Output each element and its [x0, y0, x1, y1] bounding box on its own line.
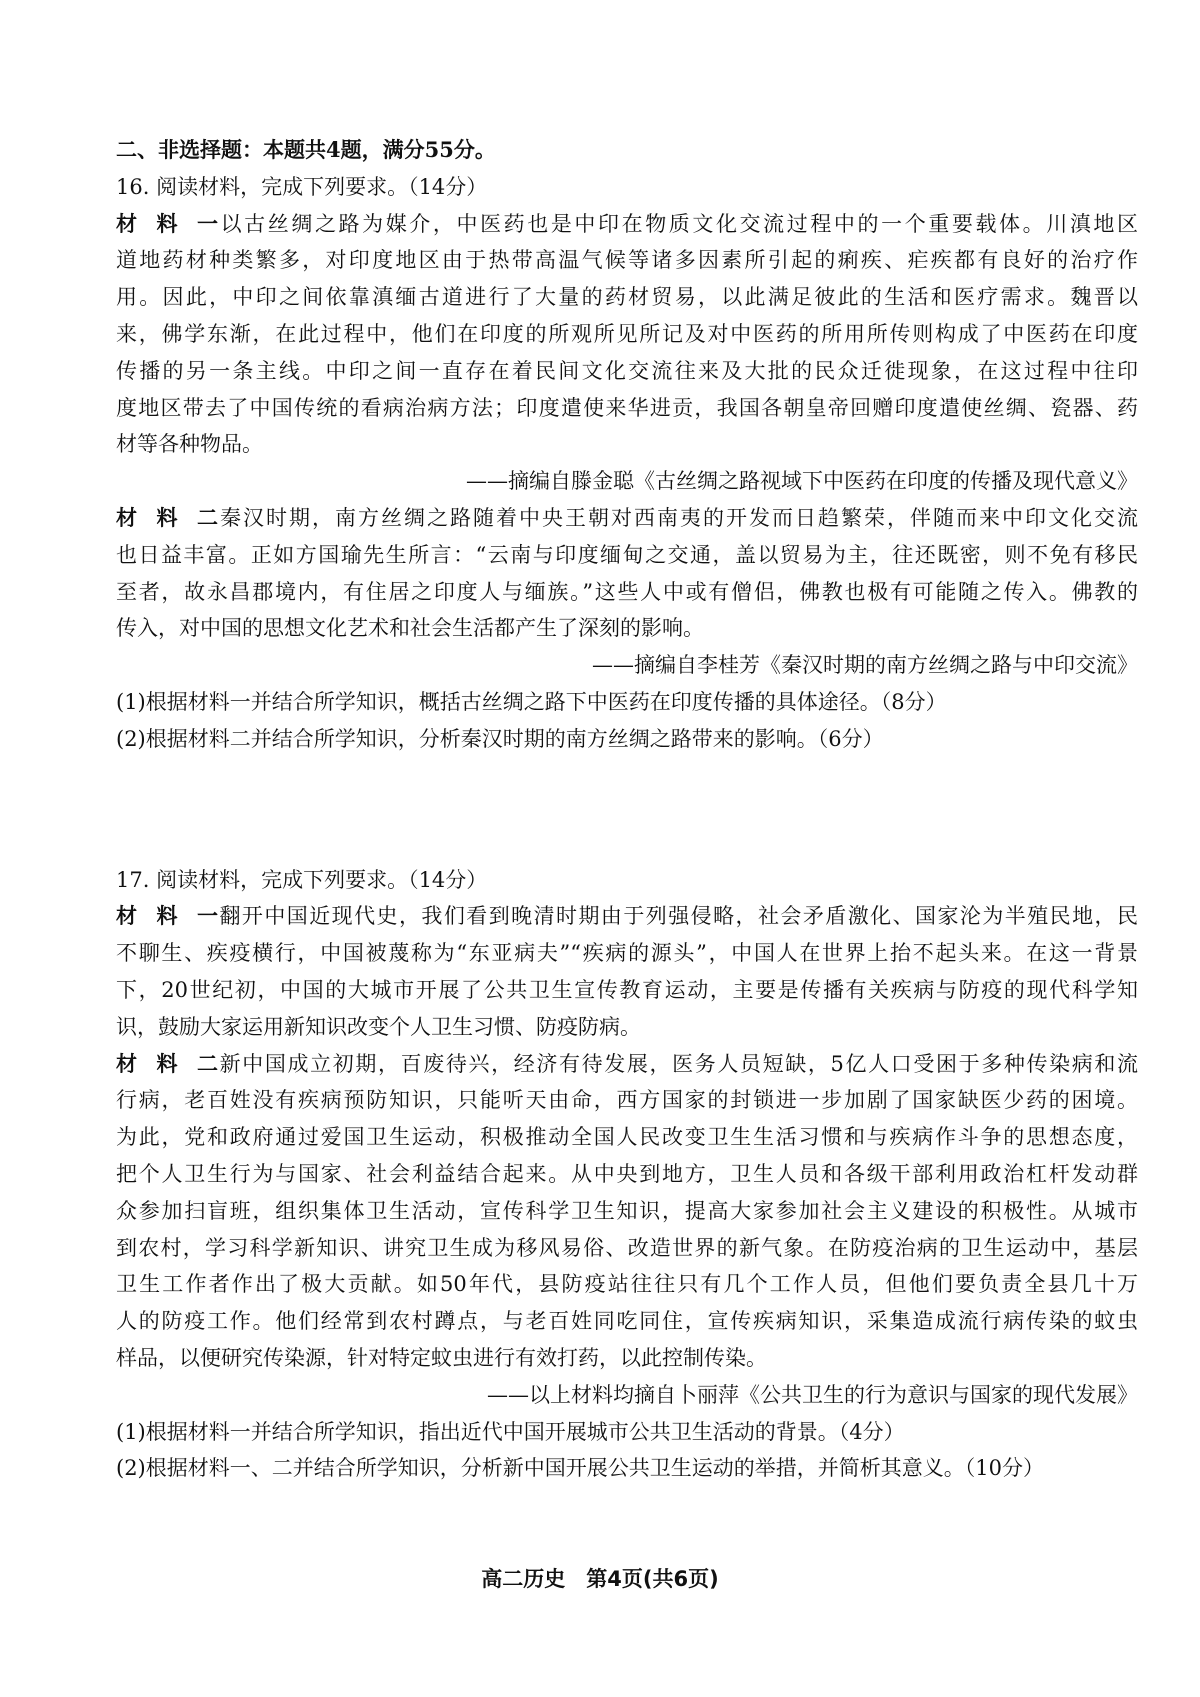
answer-space	[116, 758, 1138, 862]
q16-material-1-line-2: 道地药材种类繁多，对印度地区由于热带高温气候等诸多因素所引起的痢疾、疟疾都有良好的治疗作	[116, 248, 1138, 273]
q17-material-2-line-1: 材料二新中国成立初期，百废待兴，经济有待发展，医务人员短缺，5亿人口受困于多种传染病和流	[116, 1046, 1138, 1083]
q16-material-1-line-6: 度地区带去了中国传统的看病治病方法；印度遣使来华进贡，我国各朝皇帝回赠印度遣使丝绸、瓷器、药	[116, 395, 1138, 420]
q17-material-2-line-7: 卫生工作者作出了极大贡献。如50年代，县防疫站往往只有几个工作人员，但他们要负责全县几十万	[116, 1272, 1138, 1297]
q17-prompt: 17. 阅读材料，完成下列要求。（14分）	[116, 867, 488, 892]
q17-material-2-line-4: 把个人卫生行为与国家、社会利益结合起来。从中央到地方，卫生人员和各级干部利用政治杠杆发动群	[116, 1161, 1138, 1186]
q16-material-1-line-5: 传播的另一条主线。中印之间一直存在着民间文化交流往来及大批的民众迁徙现象，在这过程中往印	[116, 358, 1138, 383]
q16-material-1-line-3: 用。因此，中印之间依靠滇缅古道进行了大量的药材贸易，以此满足彼此的生活和医疗需求。魏晋以	[116, 285, 1138, 310]
page-content	[116, 132, 1138, 1487]
q16-material-1-line-1: 材料一以古丝绸之路为媒介，中医药也是中印在物质文化交流过程中的一个重要载体。川滇地区	[116, 206, 1138, 243]
q16-requirement-1: (1)根据材料一并结合所学知识，概括古丝绸之路下中医药在印度传播的具体途径。（8分）	[116, 689, 947, 714]
q17-material-1-line-2: 不聊生、疾疫横行，中国被蔑称为“东亚病夫”“疾病的源头”，中国人在世界上抬不起头来。在这一背景	[116, 941, 1138, 966]
q16-material-2-source: ——摘编自李桂芳《秦汉时期的南方丝绸之路与中印交流》	[592, 653, 1138, 678]
q16-material-1-line-4: 来，佛学东渐，在此过程中，他们在印度的所观所见所记及对中医药的所用所传则构成了中医药在印度	[116, 321, 1138, 346]
q17-material-1-line-1: 材料一翻开中国近现代史，我们看到晚清时期由于列强侵略，社会矛盾激化、国家沦为半殖民地，民	[116, 898, 1138, 935]
q16-prompt: 16. 阅读材料，完成下列要求。（14分）	[116, 174, 488, 199]
q17-material-1-label: 材料一	[116, 903, 218, 929]
q17-material-2-line-2: 行病，老百姓没有疾病预防知识，只能听天由命，西方国家的封锁进一步加剧了国家缺医少药的困境。	[116, 1088, 1138, 1113]
q17-material-2-line-5: 众参加扫盲班，组织集体卫生活动，宣传科学卫生知识，提高大家参加社会主义建设的积极性。从城市	[116, 1198, 1138, 1223]
q17-material-2-source: ——以上材料均摘自卜丽萍《公共卫生的行为意识与国家的现代发展》	[487, 1382, 1138, 1407]
q16-material-2-line-2: 也日益丰富。正如方国瑜先生所言：“云南与印度缅甸之交通，盖以贸易为主，往还既密，则不免有移民	[116, 542, 1138, 567]
q16-requirement-2: (2)根据材料二并结合所学知识，分析秦汉时期的南方丝绸之路带来的影响。（6分）	[116, 726, 884, 751]
q16-material-1-line-7: 材等各种物品。	[116, 432, 263, 457]
q17-requirement-2: (2)根据材料一、二并结合所学知识，分析新中国开展公共卫生运动的举措，并简析其意义。（10分）	[116, 1456, 1044, 1481]
section-heading: 二、非选择题：本题共4题，满分55分。	[116, 137, 496, 162]
q17-material-2-line-8: 人的防疫工作。他们经常到农村蹲点，与老百姓同吃同住，宣传疾病知识，采集造成流行病传染的蚊虫	[116, 1309, 1138, 1334]
q17-material-1-line-4: 识，鼓励大家运用新知识改变个人卫生习惯、防疫防病。	[116, 1014, 641, 1039]
q17-material-2-line-6: 到农村，学习科学新知识、讲究卫生成为移风易俗、改造世界的新气象。在防疫治病的卫生运动中，基层	[116, 1235, 1138, 1260]
q17-material-1-line-3: 下，20世纪初，中国的大城市开展了公共卫生宣传教育运动，主要是传播有关疾病与防疫的现代科学知	[116, 977, 1138, 1002]
q16-material-2-line-3: 至者，故永昌郡境内，有住居之印度人与缅族。”这些人中或有僧侣，佛教也极有可能随之传入。佛教的	[116, 579, 1138, 604]
q16-material-1-source: ——摘编自滕金聪《古丝绸之路视域下中医药在印度的传播及现代意义》	[466, 469, 1138, 494]
q17-material-2-line-9: 样品，以便研究传染源，针对特定蚊虫进行有效打药，以此控制传染。	[116, 1345, 767, 1370]
q16-material-2-line-4: 传入，对中国的思想文化艺术和社会生活都产生了深刻的影响。	[116, 616, 704, 641]
q16-material-1-label: 材料一	[116, 210, 218, 236]
q17-material-2-label: 材料二	[116, 1050, 218, 1076]
q17-material-2-line-3: 为此，党和政府通过爱国卫生运动，积极推动全国人民改变卫生生活习惯和与疾病作斗争的思想态度，	[116, 1125, 1138, 1150]
q17-requirement-1: (1)根据材料一并结合所学知识，指出近代中国开展城市公共卫生活动的背景。（4分）	[116, 1419, 905, 1444]
q16-material-2-line-1: 材料二秦汉时期，南方丝绸之路随着中央王朝对西南夷的开发而日趋繁荣，伴随而来中印文化交流	[116, 500, 1138, 537]
q16-material-2-label: 材料二	[116, 504, 218, 530]
page-footer: 高二历史 第4页(共6页)	[481, 1567, 719, 1591]
